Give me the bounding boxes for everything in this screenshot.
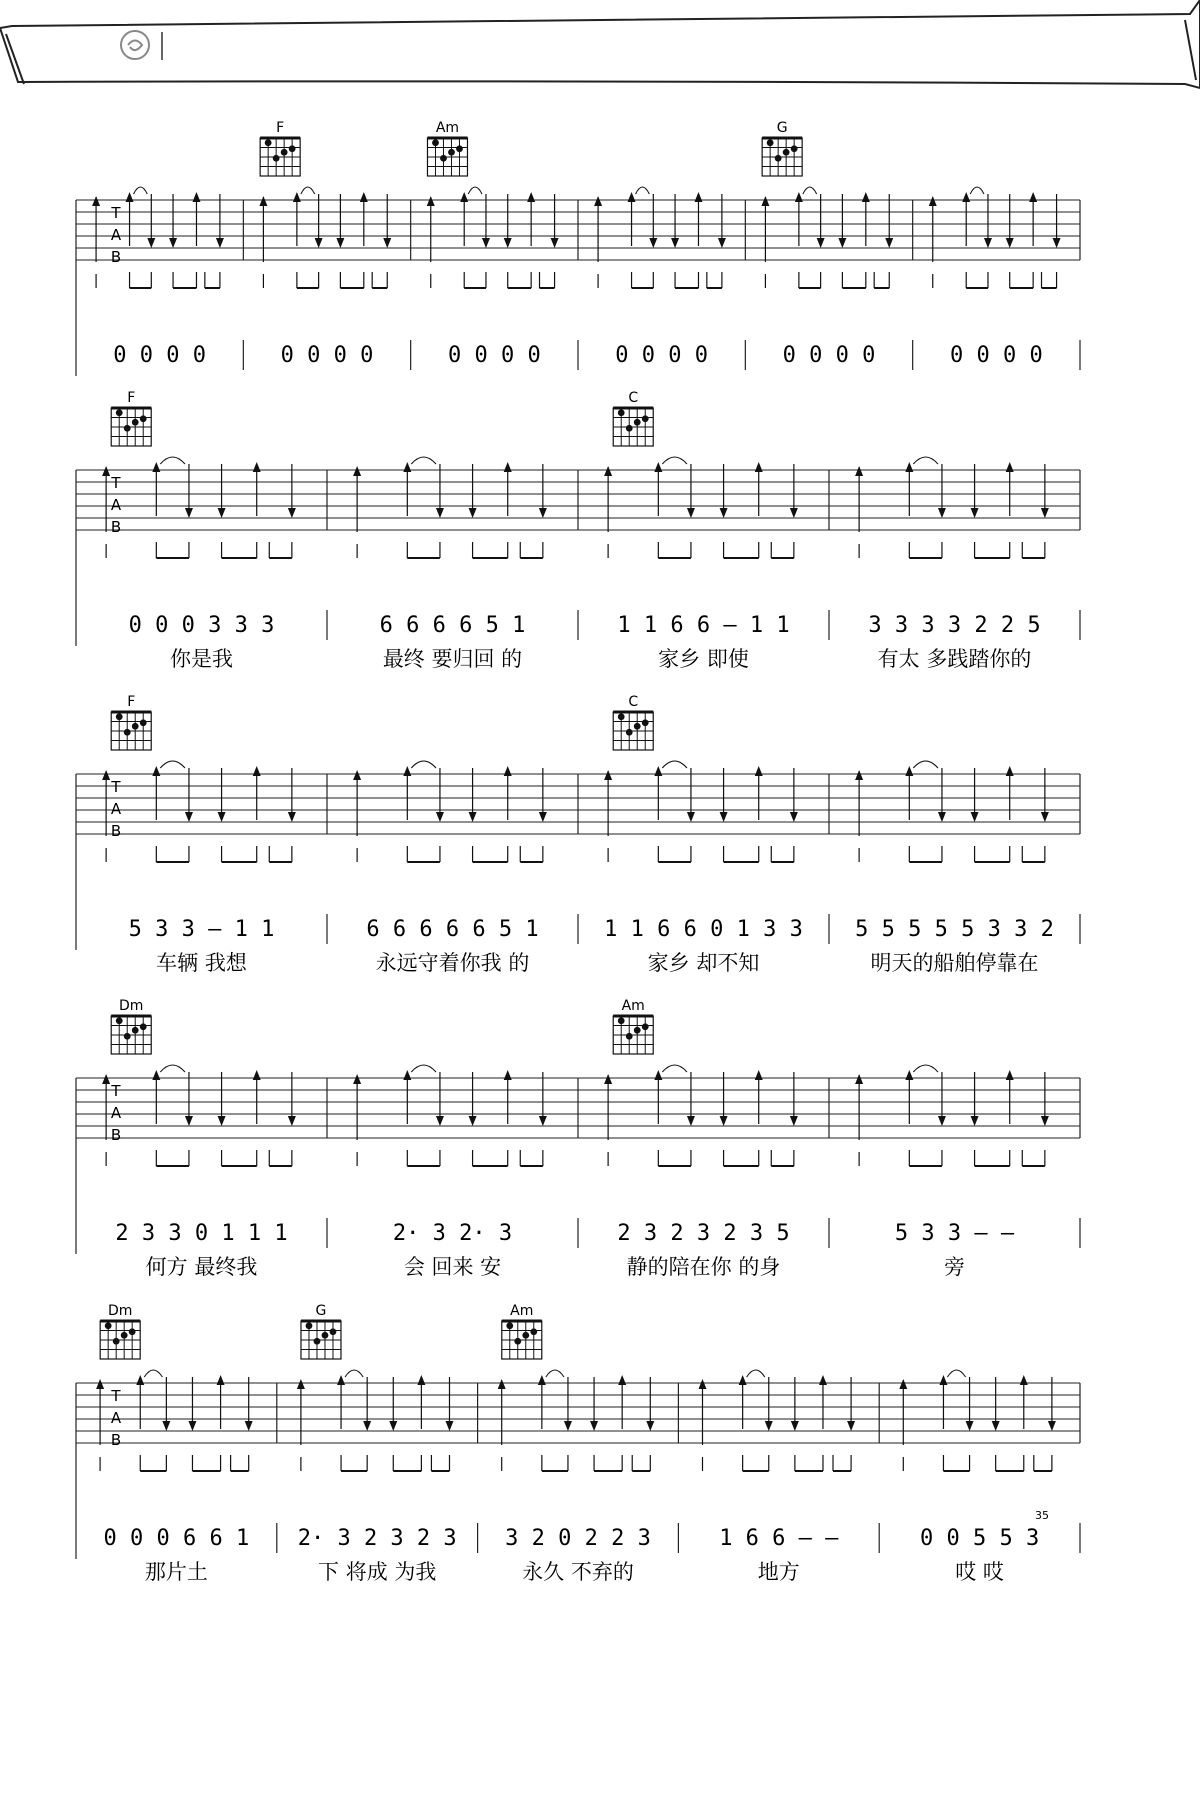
- chord-finger-dot: [530, 1328, 537, 1335]
- strum-up-arrow: [761, 196, 769, 206]
- tab-system: [76, 694, 1080, 975]
- strum-down-arrow: [1041, 508, 1049, 518]
- jianpu-bar: 2· 3 2· 3: [392, 1221, 513, 1246]
- jianpu-bar: 2· 3 2 3 2 3: [297, 1526, 457, 1551]
- strum-down-arrow: [383, 238, 391, 248]
- strum-up-arrow: [152, 462, 160, 472]
- strum-down-arrow: [790, 508, 798, 518]
- strum-up-arrow: [527, 192, 535, 202]
- strum-down-arrow: [564, 1421, 572, 1431]
- tie-arc: [301, 187, 315, 194]
- tie-arc: [411, 761, 436, 768]
- strum-up-arrow: [360, 192, 368, 202]
- chord-finger-dot: [330, 1328, 337, 1335]
- chord-finger-dot: [124, 425, 131, 432]
- strum-down-arrow: [791, 1421, 799, 1431]
- tab-clef-letter: A: [110, 496, 122, 514]
- strum-up-arrow: [1029, 192, 1037, 202]
- lyric-line: 最终 要归回 的: [382, 647, 523, 671]
- chord-diagram: [427, 120, 467, 176]
- strum-up-arrow: [905, 1070, 913, 1080]
- strum-up-arrow: [297, 1379, 305, 1389]
- chord-diagram: [613, 694, 653, 750]
- strum-down-arrow: [992, 1421, 1000, 1431]
- strum-up-arrow: [1006, 1070, 1014, 1080]
- tie-arc: [134, 187, 148, 194]
- strum-up-arrow: [654, 462, 662, 472]
- tie-arc: [160, 457, 185, 464]
- tie-arc: [913, 761, 938, 768]
- chord-finger-dot: [634, 723, 641, 730]
- strum-up-arrow: [962, 192, 970, 202]
- chord-finger-dot: [506, 1322, 513, 1329]
- jianpu-bar: 0 0 0 0: [615, 343, 709, 368]
- chord-finger-dot: [514, 1338, 521, 1345]
- strum-down-arrow: [790, 812, 798, 822]
- strum-up-arrow: [939, 1375, 947, 1385]
- jianpu-bar: 5 3 3 – –: [894, 1221, 1015, 1246]
- strum-up-arrow: [192, 192, 200, 202]
- strum-up-arrow: [654, 1070, 662, 1080]
- strum-down-arrow: [288, 1116, 296, 1126]
- strum-down-arrow: [938, 508, 946, 518]
- strum-down-arrow: [469, 812, 477, 822]
- tab-clef-letter: B: [110, 518, 122, 536]
- tie-arc: [636, 187, 650, 194]
- tie-arc: [913, 457, 938, 464]
- strum-up-arrow: [504, 462, 512, 472]
- jianpu-bar: 0 0 0 0: [447, 343, 541, 368]
- strum-up-arrow: [1006, 766, 1014, 776]
- strum-down-arrow: [185, 812, 193, 822]
- chord-name: G: [315, 1303, 327, 1319]
- strum-up-arrow: [353, 1074, 361, 1084]
- chord-finger-dot: [618, 1017, 625, 1024]
- strum-down-arrow: [1053, 238, 1061, 248]
- strum-down-arrow: [288, 508, 296, 518]
- strum-down-arrow: [671, 238, 679, 248]
- jianpu-bar: 1 1 6 6 0 1 3 3: [604, 917, 803, 942]
- strum-down-arrow: [1048, 1421, 1056, 1431]
- tab-clef-letter: A: [110, 1104, 122, 1122]
- chord-name: Am: [435, 120, 460, 136]
- strum-down-arrow: [216, 238, 224, 248]
- chord-finger-dot: [448, 149, 455, 156]
- chord-name: Am: [510, 1303, 534, 1319]
- chord-diagram: [111, 694, 151, 750]
- strum-up-arrow: [654, 766, 662, 776]
- chord-name: C: [628, 390, 639, 406]
- strum-down-arrow: [162, 1421, 170, 1431]
- lyric-line: 那片土: [144, 1560, 208, 1584]
- chord-diagram: [762, 120, 802, 176]
- strum-up-arrow: [538, 1375, 546, 1385]
- strum-down-arrow: [482, 238, 490, 248]
- chord-finger-dot: [791, 145, 798, 152]
- strum-down-arrow: [445, 1421, 453, 1431]
- strum-up-arrow: [1020, 1375, 1028, 1385]
- strum-down-arrow: [966, 1421, 974, 1431]
- strum-down-arrow: [539, 812, 547, 822]
- chord-finger-dot: [642, 1023, 649, 1030]
- strum-down-arrow: [649, 238, 657, 248]
- strum-down-arrow: [938, 1116, 946, 1126]
- strum-down-arrow: [469, 508, 477, 518]
- strum-up-arrow: [755, 462, 763, 472]
- strum-down-arrow: [938, 812, 946, 822]
- chord-finger-dot: [618, 713, 625, 720]
- strum-up-arrow: [504, 766, 512, 776]
- jianpu-bar: 3 3 3 3 2 2 5: [868, 613, 1041, 638]
- strum-up-arrow: [217, 1375, 225, 1385]
- strum-up-arrow: [929, 196, 937, 206]
- chord-finger-dot: [306, 1322, 313, 1329]
- strum-up-arrow: [403, 1070, 411, 1080]
- strum-up-arrow: [694, 192, 702, 202]
- strum-up-arrow: [337, 1375, 345, 1385]
- tab-system: [76, 1303, 1080, 1584]
- lyric-line: 家乡 却不知: [647, 951, 760, 975]
- strum-down-arrow: [1041, 1116, 1049, 1126]
- strum-up-arrow: [353, 466, 361, 476]
- strum-down-arrow: [436, 812, 444, 822]
- chord-finger-dot: [265, 139, 272, 146]
- chord-finger-dot: [456, 145, 463, 152]
- chord-finger-dot: [140, 1023, 147, 1030]
- chord-finger-dot: [634, 1027, 641, 1034]
- chord-finger-dot: [642, 415, 649, 422]
- tab-clef-letter: B: [110, 248, 122, 266]
- lyric-line: 下 将成 为我: [318, 1560, 437, 1584]
- chord-diagram: [100, 1303, 140, 1359]
- chord-finger-dot: [322, 1332, 329, 1339]
- chord-finger-dot: [440, 155, 447, 162]
- chord-finger-dot: [783, 149, 790, 156]
- lyric-line: 车辆 我想: [156, 951, 247, 975]
- tab-clef-letter: A: [110, 226, 122, 244]
- chord-diagram: [111, 390, 151, 446]
- lyric-line: 何方 最终我: [145, 1255, 258, 1279]
- strum-down-arrow: [1006, 238, 1014, 248]
- strum-up-arrow: [498, 1379, 506, 1389]
- tie-arc: [970, 187, 984, 194]
- chord-finger-dot: [124, 729, 131, 736]
- strum-up-arrow: [698, 1379, 706, 1389]
- strum-up-arrow: [755, 766, 763, 776]
- strum-down-arrow: [218, 508, 226, 518]
- tie-arc: [662, 761, 687, 768]
- strum-up-arrow: [293, 192, 301, 202]
- chord-finger-dot: [116, 713, 123, 720]
- strum-up-arrow: [403, 462, 411, 472]
- strum-up-arrow: [905, 462, 913, 472]
- strum-up-arrow: [460, 192, 468, 202]
- strum-down-arrow: [218, 812, 226, 822]
- jianpu-bar: 0 0 0 0: [113, 343, 207, 368]
- tie-arc: [144, 1370, 162, 1377]
- strum-down-arrow: [147, 238, 155, 248]
- strum-down-arrow: [790, 1116, 798, 1126]
- jianpu-bar: 0 0 5 5 3: [919, 1526, 1040, 1551]
- chord-finger-dot: [767, 139, 774, 146]
- strum-up-arrow: [855, 466, 863, 476]
- chord-diagram: [613, 998, 653, 1054]
- chord-name: F: [127, 694, 136, 710]
- chord-name: Dm: [119, 998, 144, 1014]
- chord-name: Am: [621, 998, 645, 1014]
- strum-up-arrow: [755, 1070, 763, 1080]
- strum-up-arrow: [628, 192, 636, 202]
- strum-up-arrow: [427, 196, 435, 206]
- tie-arc: [803, 187, 817, 194]
- lyric-line: 永远守着你我 的: [375, 951, 530, 975]
- jianpu-bar: 0 0 0 6 6 1: [103, 1526, 250, 1551]
- jianpu-bar: 2 3 2 3 2 3 5: [617, 1221, 790, 1246]
- strum-up-arrow: [1006, 462, 1014, 472]
- chord-finger-dot: [289, 145, 296, 152]
- strum-down-arrow: [218, 1116, 226, 1126]
- chord-finger-dot: [314, 1338, 321, 1345]
- tie-arc: [947, 1370, 965, 1377]
- tab-clef-letter: T: [111, 474, 121, 492]
- tab-clef-letter: B: [110, 822, 122, 840]
- chord-name: F: [127, 390, 136, 406]
- strum-up-arrow: [102, 1074, 110, 1084]
- chord-name: C: [628, 694, 639, 710]
- strum-up-arrow: [855, 770, 863, 780]
- strum-down-arrow: [847, 1421, 855, 1431]
- jianpu-bar: 0 0 0 3 3 3: [128, 613, 275, 638]
- jianpu-bar: 6 6 6 6 6 5 1: [366, 917, 539, 942]
- lyric-line: 你是我: [170, 647, 233, 671]
- strum-up-arrow: [403, 766, 411, 776]
- strum-up-arrow: [96, 1379, 104, 1389]
- strum-down-arrow: [245, 1421, 253, 1431]
- strum-down-arrow: [436, 508, 444, 518]
- strum-down-arrow: [288, 812, 296, 822]
- strum-up-arrow: [259, 196, 267, 206]
- strum-down-arrow: [185, 1116, 193, 1126]
- strum-down-arrow: [817, 238, 825, 248]
- strum-down-arrow: [971, 812, 979, 822]
- lyric-line: 静的陪在你 的身: [626, 1255, 781, 1279]
- strum-down-arrow: [971, 508, 979, 518]
- jianpu-bar: 5 3 3 – 1 1: [128, 917, 275, 942]
- strum-up-arrow: [253, 462, 261, 472]
- chord-finger-dot: [522, 1332, 529, 1339]
- strum-down-arrow: [838, 238, 846, 248]
- chord-finger-dot: [626, 729, 633, 736]
- strum-up-arrow: [862, 192, 870, 202]
- strum-down-arrow: [551, 238, 559, 248]
- chord-finger-dot: [642, 719, 649, 726]
- strum-down-arrow: [765, 1421, 773, 1431]
- strum-up-arrow: [92, 196, 100, 206]
- lyric-line: 地方: [757, 1560, 800, 1584]
- strum-up-arrow: [905, 766, 913, 776]
- tie-arc: [662, 1065, 687, 1072]
- strum-down-arrow: [984, 238, 992, 248]
- tab-clef-letter: B: [110, 1431, 122, 1449]
- tab-clef-letter: T: [111, 1387, 121, 1405]
- header-banner: [0, 0, 1200, 88]
- strum-down-arrow: [185, 508, 193, 518]
- jianpu-bar: 1 1 6 6 – 1 1: [617, 613, 790, 638]
- tab-clef-letter: T: [111, 778, 121, 796]
- tab-system: [76, 390, 1080, 671]
- strum-up-arrow: [604, 466, 612, 476]
- tab-clef-letter: T: [111, 1082, 121, 1100]
- tie-arc: [345, 1370, 363, 1377]
- jianpu-bar: 2 3 3 0 1 1 1: [115, 1221, 288, 1246]
- strum-down-arrow: [885, 238, 893, 248]
- strum-up-arrow: [102, 770, 110, 780]
- strum-down-arrow: [590, 1421, 598, 1431]
- chord-finger-dot: [618, 409, 625, 416]
- strum-up-arrow: [152, 1070, 160, 1080]
- strum-up-arrow: [353, 770, 361, 780]
- strum-up-arrow: [136, 1375, 144, 1385]
- lyric-line: 明天的船舶停靠在: [870, 951, 1039, 975]
- chord-finger-dot: [626, 1033, 633, 1040]
- tie-arc: [913, 1065, 938, 1072]
- tab-clef-letter: T: [111, 204, 121, 222]
- strum-down-arrow: [469, 1116, 477, 1126]
- tab-clef-letter: B: [110, 1126, 122, 1144]
- strum-down-arrow: [718, 238, 726, 248]
- chord-diagram: [613, 390, 653, 446]
- strum-up-arrow: [855, 1074, 863, 1084]
- strum-down-arrow: [720, 508, 728, 518]
- tie-arc: [747, 1370, 765, 1377]
- lyric-line: 有太 多践踏你的: [877, 647, 1032, 671]
- strum-up-arrow: [604, 770, 612, 780]
- strum-up-arrow: [504, 1070, 512, 1080]
- tie-arc: [546, 1370, 564, 1377]
- chord-finger-dot: [105, 1322, 112, 1329]
- chord-name: Dm: [107, 1303, 133, 1319]
- chord-finger-dot: [116, 1017, 123, 1024]
- strum-down-arrow: [687, 812, 695, 822]
- strum-down-arrow: [336, 238, 344, 248]
- strum-down-arrow: [389, 1421, 397, 1431]
- chord-finger-dot: [273, 155, 280, 162]
- strum-up-arrow: [795, 192, 803, 202]
- jianpu-bar: 0 0 0 0: [782, 343, 876, 368]
- chord-finger-dot: [626, 425, 633, 432]
- chord-name: G: [776, 120, 788, 136]
- chord-finger-dot: [121, 1332, 128, 1339]
- grace-note: 35: [1035, 1509, 1049, 1522]
- strum-down-arrow: [315, 238, 323, 248]
- chord-finger-dot: [113, 1338, 120, 1345]
- strum-down-arrow: [363, 1421, 371, 1431]
- strum-up-arrow: [594, 196, 602, 206]
- chord-diagram: [260, 120, 300, 176]
- strum-up-arrow: [417, 1375, 425, 1385]
- strum-up-arrow: [604, 1074, 612, 1084]
- chord-finger-dot: [132, 723, 139, 730]
- chord-finger-dot: [124, 1033, 131, 1040]
- strum-up-arrow: [102, 466, 110, 476]
- strum-down-arrow: [646, 1421, 654, 1431]
- chord-finger-dot: [281, 149, 288, 156]
- lyric-line: 旁: [944, 1255, 965, 1279]
- tie-arc: [468, 187, 482, 194]
- tie-arc: [160, 1065, 185, 1072]
- strum-down-arrow: [971, 1116, 979, 1126]
- strum-down-arrow: [504, 238, 512, 248]
- tab-clef-letter: A: [110, 1409, 122, 1427]
- chord-finger-dot: [132, 1027, 139, 1034]
- tie-arc: [160, 761, 185, 768]
- chord-finger-dot: [140, 719, 147, 726]
- chord-finger-dot: [775, 155, 782, 162]
- strum-down-arrow: [169, 238, 177, 248]
- tab-system: [76, 998, 1080, 1279]
- lyric-line: 哎 哎: [955, 1560, 1004, 1584]
- chord-finger-dot: [634, 419, 641, 426]
- jianpu-bar: 5 5 5 5 5 3 3 2: [855, 917, 1054, 942]
- strum-up-arrow: [739, 1375, 747, 1385]
- chord-finger-dot: [140, 415, 147, 422]
- strum-up-arrow: [899, 1379, 907, 1389]
- jianpu-bar: 1 6 6 – –: [719, 1526, 839, 1551]
- chord-finger-dot: [132, 419, 139, 426]
- strum-down-arrow: [1041, 812, 1049, 822]
- strum-up-arrow: [152, 766, 160, 776]
- tab-system: [76, 120, 1080, 376]
- lyric-line: 家乡 即使: [658, 647, 749, 671]
- lyric-line: 永久 不弃的: [522, 1560, 634, 1584]
- strum-up-arrow: [819, 1375, 827, 1385]
- chord-finger-dot: [129, 1328, 136, 1335]
- chord-finger-dot: [116, 409, 123, 416]
- strum-down-arrow: [539, 508, 547, 518]
- tie-arc: [411, 457, 436, 464]
- jianpu-bar: 6 6 6 6 5 1: [379, 613, 526, 638]
- strum-down-arrow: [188, 1421, 196, 1431]
- strum-down-arrow: [436, 1116, 444, 1126]
- jianpu-bar: 0 0 0 0: [949, 343, 1043, 368]
- strum-down-arrow: [539, 1116, 547, 1126]
- strum-down-arrow: [687, 1116, 695, 1126]
- chord-name: F: [276, 120, 285, 136]
- tab-clef-letter: A: [110, 800, 122, 818]
- jianpu-bar: 0 0 0 0: [280, 343, 374, 368]
- tie-arc: [411, 1065, 436, 1072]
- jianpu-bar: 3 2 0 2 2 3: [505, 1526, 651, 1551]
- strum-down-arrow: [720, 1116, 728, 1126]
- chord-diagram: [111, 998, 151, 1054]
- strum-up-arrow: [253, 766, 261, 776]
- strum-down-arrow: [687, 508, 695, 518]
- strum-down-arrow: [720, 812, 728, 822]
- chord-diagram: [301, 1303, 341, 1359]
- strum-up-arrow: [618, 1375, 626, 1385]
- strum-up-arrow: [126, 192, 134, 202]
- chord-finger-dot: [432, 139, 439, 146]
- strum-up-arrow: [253, 1070, 261, 1080]
- lyric-line: 会 回来 安: [403, 1255, 502, 1279]
- tie-arc: [662, 457, 687, 464]
- chord-diagram: [502, 1303, 542, 1359]
